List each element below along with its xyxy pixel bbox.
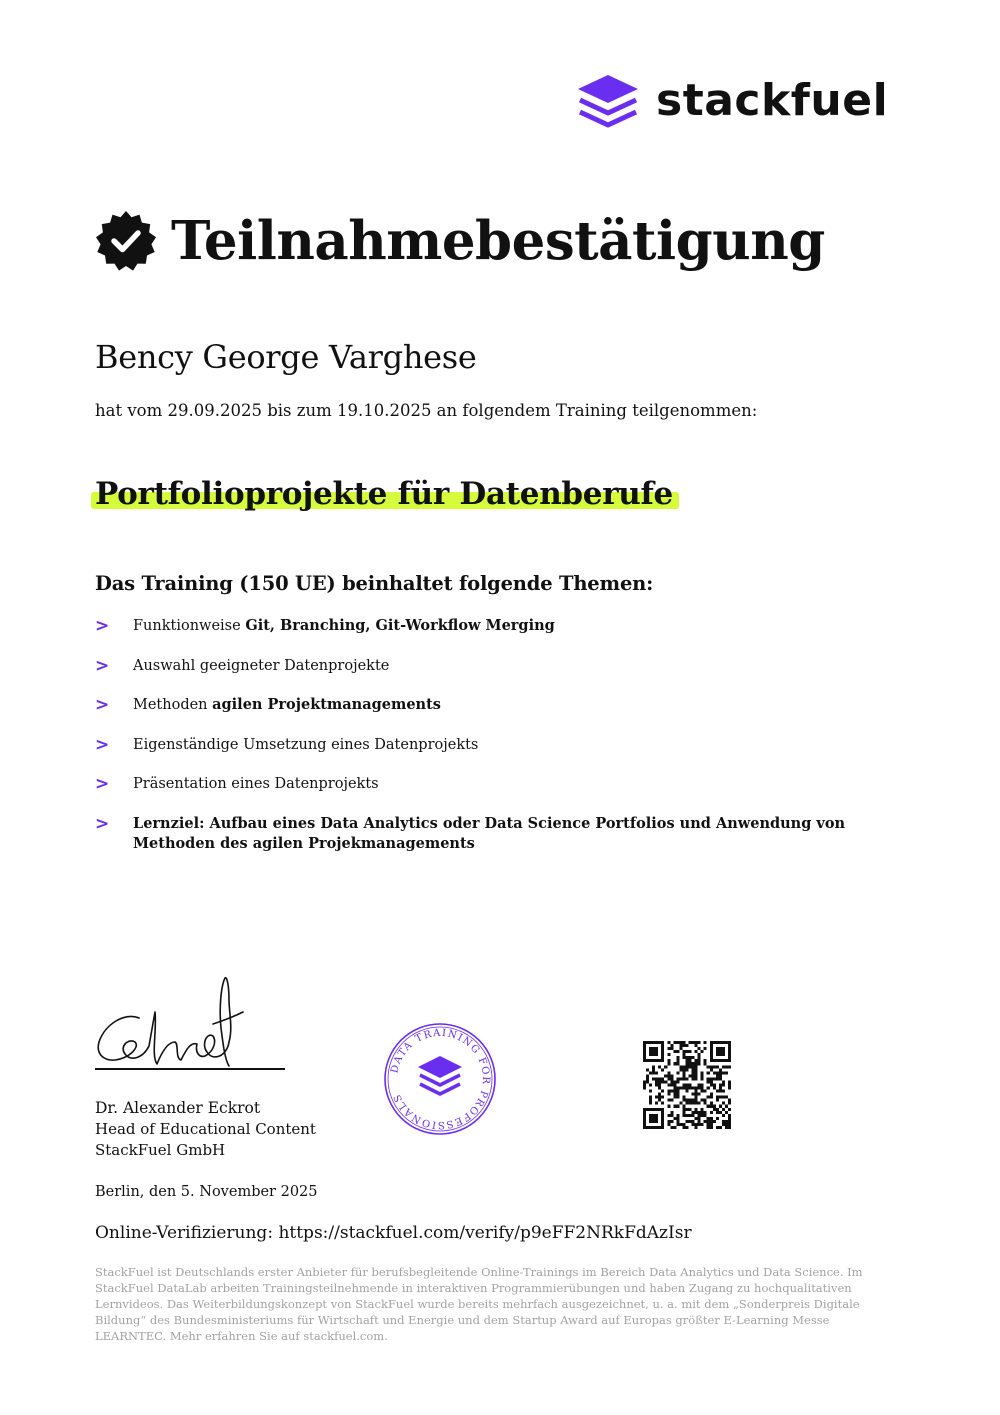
topic-text: Methoden <box>133 697 213 713</box>
chevron-right-icon: > <box>95 734 110 755</box>
course-title: Portfolioprojekte für Datenberufe <box>95 476 673 512</box>
topic-text: Auswahl geeigneter Datenprojekte <box>133 657 390 674</box>
certificate-title: Teilnahmebestätigung <box>171 209 825 272</box>
topic-item <box>95 656 895 676</box>
qr-code <box>643 1041 731 1129</box>
topic-text-bold: Git, Branching, Git-Workflow Merging <box>245 617 555 634</box>
topic-item <box>95 695 895 715</box>
chevron-right-icon: > <box>95 616 110 636</box>
signer-role: Head of Educational Content <box>95 1120 316 1138</box>
topic-item <box>95 814 895 854</box>
topic-item <box>95 616 895 636</box>
chevron-right-icon: > <box>95 813 110 834</box>
stacked-layers-icon <box>576 73 640 129</box>
topic-text: Eigenständige Umsetzung eines Datenprojekts <box>133 736 479 753</box>
seal-text: DATA TRAINING FOR PROFESSIONALS <box>389 1027 492 1131</box>
topics-list <box>95 616 895 873</box>
verification-link[interactable]: Online-Verifizierung: https://stackfuel.com/verify/p9eFF2NRkFdAzIsr <box>95 1223 692 1243</box>
topics-heading: Das Training (150 UE) beinhaltet folgende Themen: <box>95 572 654 595</box>
signature <box>95 972 290 1072</box>
place-and-date: Berlin, den 5. November 2025 <box>95 1184 318 1200</box>
topic-text-bold: Lernziel: Aufbau eines Data Analytics oder Data Science Portfolios und Anwendung von Methoden des agilen Projekmanagements <box>133 814 846 852</box>
topic-text: Funktionweise <box>133 618 246 634</box>
verified-badge-icon <box>95 210 157 272</box>
signature-line <box>95 1068 285 1070</box>
topic-text-bold: agilen Projektmanagements <box>212 696 441 713</box>
certificate-header <box>95 210 825 272</box>
signer-company: StackFuel GmbH <box>95 1141 226 1159</box>
brand-name: stackfuel <box>656 75 889 126</box>
brand-logo <box>576 72 888 130</box>
data-training-seal <box>383 1022 497 1136</box>
seal-layers-icon <box>418 1056 462 1094</box>
signer-block <box>95 1098 316 1161</box>
topic-item <box>95 735 895 755</box>
chevron-right-icon: > <box>95 695 110 715</box>
topic-text: Präsentation eines Datenprojekts <box>133 776 379 792</box>
svg-text:DATA TRAINING FOR PROFESSIONAL <box>389 1028 491 1130</box>
participation-period: hat vom 29.09.2025 bis zum 19.10.2025 an folgendem Training teilgenommen: <box>95 401 758 420</box>
recipient-name: Bency George Varghese <box>95 338 477 376</box>
footer-about-text: StackFuel ist Deutschlands erster Anbieter für berufsbegleitende Online-Trainings im Bereich Data Analytics und Data Science. Im StackFuel DataLab arbeiten Trainingsteilnehmende in interaktiven Programmierübungen und haben Zugang zu hochqualitativen Lernvideos. Das Weiterbildungskonzept von StackFuel wurde bereits mehrfach ausgezeichnet, u. a. mit dem „Sonderpreis Digitale Bildung“ des Bundesministeriums für Wirtschaft und Energie und dem Startup Award auf Europas größter E-Learning Messe LEARNTEC. Mehr erfahren Sie auf stackfuel.com. <box>95 1265 863 1343</box>
topic-item <box>95 774 895 794</box>
chevron-right-icon: > <box>95 655 110 676</box>
chevron-right-icon: > <box>95 774 110 794</box>
signer-name: Dr. Alexander Eckrot <box>95 1099 261 1117</box>
